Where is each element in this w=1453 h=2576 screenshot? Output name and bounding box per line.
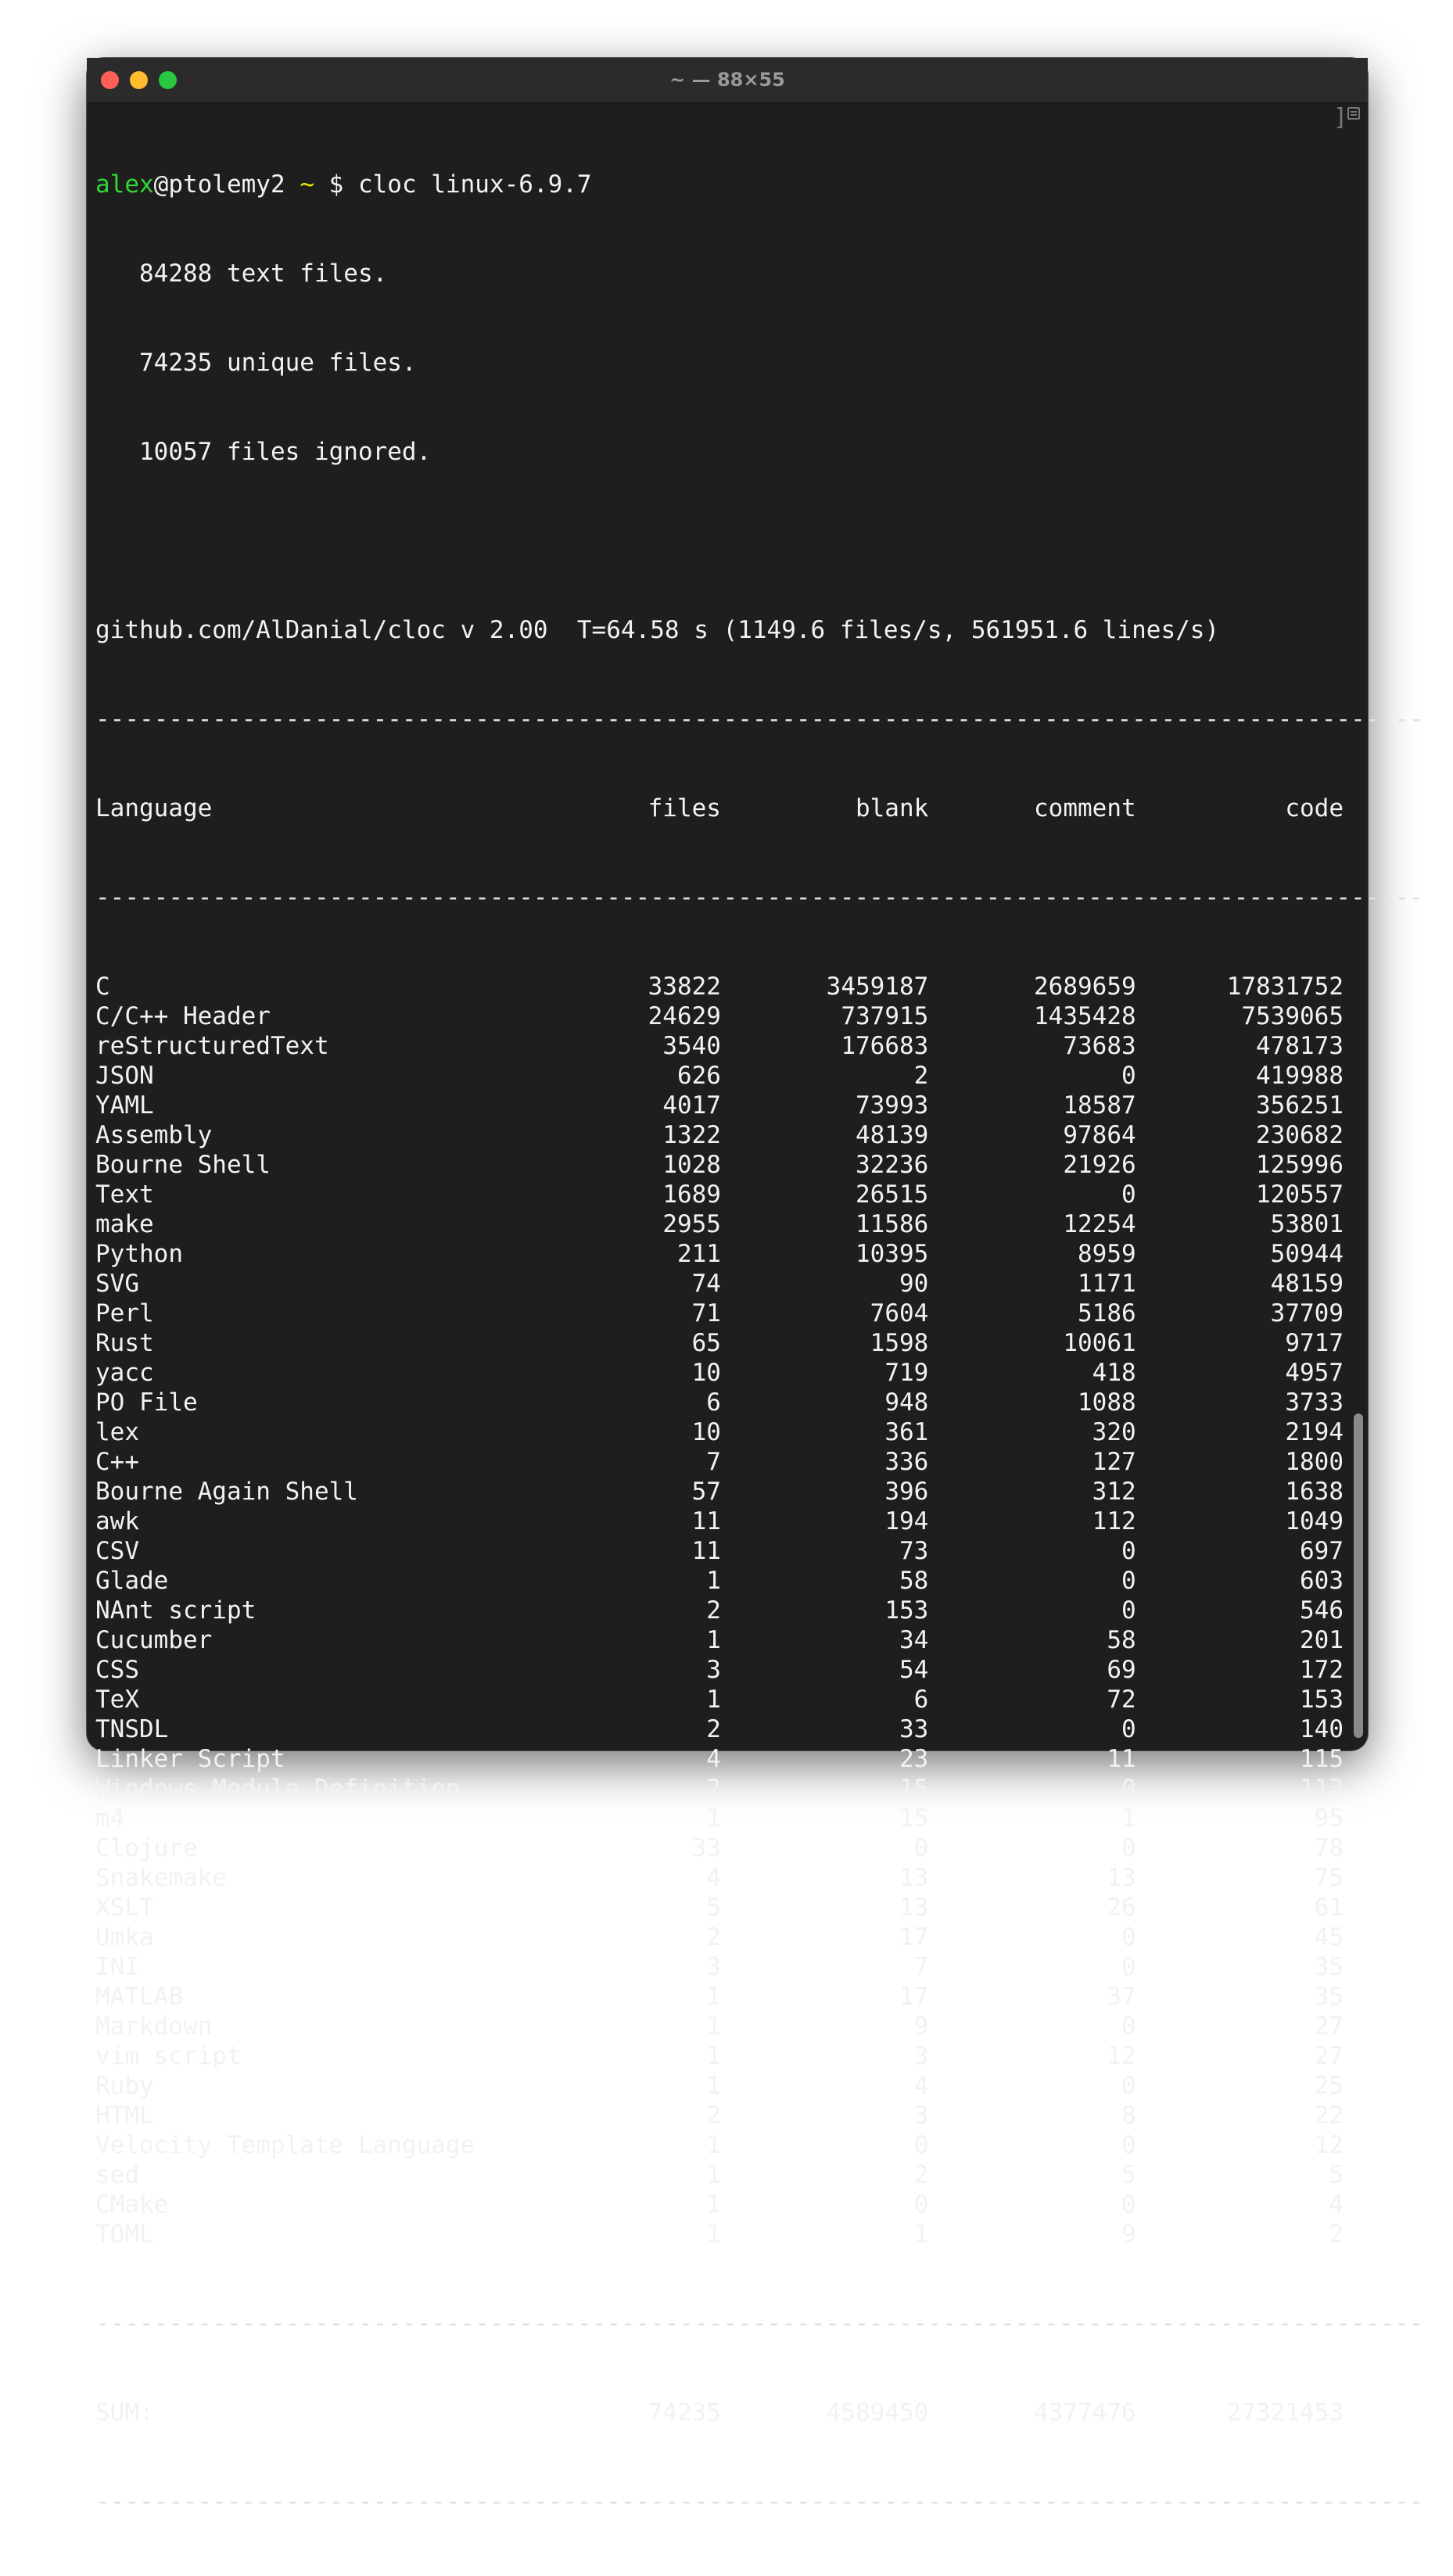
cell-comment: 1 <box>1121 1804 1136 1833</box>
cell-blank: 23 <box>899 1745 929 1773</box>
cell-comment: 26 <box>1107 1893 1136 1922</box>
cell-files: 6 <box>706 1388 721 1417</box>
cell-comment: 320 <box>1092 1418 1136 1446</box>
cell-files: 1 <box>706 2012 721 2040</box>
cell-files: 2 <box>706 1596 721 1625</box>
cell-code: 115 <box>1300 1745 1344 1773</box>
table-row <box>95 1091 1344 1120</box>
cell-language: Velocity Template Language <box>95 2131 475 2159</box>
column-header-blank: blank <box>855 794 929 822</box>
table-row <box>95 1269 1344 1299</box>
cell-files: 11 <box>691 1537 721 1565</box>
cell-code: 27 <box>1314 2042 1344 2070</box>
cell-language: XSLT <box>95 1893 154 1922</box>
cell-language: Umka <box>95 1923 154 1951</box>
cell-comment: 0 <box>1121 2012 1136 2040</box>
table-row <box>95 1625 1344 1655</box>
cell-blank: 948 <box>884 1388 929 1417</box>
cell-language: TeX <box>95 1686 139 1714</box>
cell-language: C <box>95 973 110 1001</box>
cell-code: 2194 <box>1285 1418 1344 1446</box>
cell-files: 4 <box>706 1745 721 1773</box>
sum-files: 74235 <box>648 2399 721 2427</box>
cell-blank: 9 <box>913 2012 929 2040</box>
cell-blank: 11586 <box>855 1210 929 1238</box>
cell-files: 33822 <box>648 973 721 1001</box>
cell-blank: 13 <box>899 1893 929 1922</box>
cell-blank: 1 <box>913 2220 929 2248</box>
cell-code: 201 <box>1300 1626 1344 1654</box>
cell-comment: 69 <box>1107 1656 1136 1684</box>
cell-files: 1 <box>706 1983 721 2011</box>
cell-language: Windows Module Definition <box>95 1775 461 1803</box>
cell-code: 120557 <box>1256 1181 1344 1209</box>
cell-code: 27 <box>1314 2012 1344 2040</box>
table-row <box>95 2160 1344 2190</box>
cell-files: 1689 <box>662 1181 721 1209</box>
table-row <box>95 1596 1344 1625</box>
window-title: ~ — 88×55 <box>669 69 785 91</box>
cell-code: 17831752 <box>1226 973 1344 1001</box>
cell-blank: 10395 <box>855 1240 929 1268</box>
prompt-line <box>95 170 1344 199</box>
cell-blank: 32236 <box>855 1151 929 1179</box>
cell-code: 75 <box>1314 1864 1344 1892</box>
sum-comment: 4377476 <box>1034 2399 1136 2427</box>
cell-comment: 2689659 <box>1034 973 1136 1001</box>
cell-blank: 194 <box>884 1507 929 1535</box>
table-row <box>95 1952 1344 1982</box>
cell-files: 71 <box>691 1299 721 1327</box>
cell-blank: 176683 <box>841 1032 929 1060</box>
table-row <box>95 1833 1344 1863</box>
cell-blank: 15 <box>899 1804 929 1833</box>
cell-blank: 48139 <box>855 1121 929 1149</box>
cell-files: 10 <box>691 1359 721 1387</box>
cell-files: 11 <box>691 1507 721 1535</box>
cell-files: 4017 <box>662 1091 721 1120</box>
cell-language: NAnt script <box>95 1596 257 1625</box>
cell-code: 22 <box>1314 2101 1344 2130</box>
cell-blank: 7 <box>913 1953 929 1981</box>
cell-files: 1028 <box>662 1151 721 1179</box>
bracket-marker-right: ] <box>1333 104 1347 131</box>
cell-language: Markdown <box>95 2012 213 2040</box>
cell-language: Assembly <box>95 1121 213 1149</box>
column-header-code: code <box>1285 794 1344 822</box>
table-row <box>95 1388 1344 1417</box>
cell-language: Ruby <box>95 2072 154 2100</box>
cell-language: CMake <box>95 2191 169 2219</box>
cell-files: 2 <box>706 2101 721 2130</box>
cell-language: SVG <box>95 1270 139 1298</box>
cell-comment: 0 <box>1121 1181 1136 1209</box>
cell-blank: 3 <box>913 2042 929 2070</box>
table-row <box>95 1299 1344 1328</box>
cell-language: reStructuredText <box>95 1032 329 1060</box>
cell-blank: 2 <box>913 1062 929 1090</box>
table-row <box>95 1447 1344 1477</box>
cell-comment: 8 <box>1121 2101 1136 2130</box>
prompt-command: $ cloc linux-6.9.7 <box>314 170 592 199</box>
cell-files: 2955 <box>662 1210 721 1238</box>
table-row <box>95 1893 1344 1922</box>
cell-blank: 90 <box>899 1270 929 1298</box>
cell-language: m4 <box>95 1804 125 1833</box>
cell-code: 419988 <box>1256 1062 1344 1090</box>
cell-comment: 0 <box>1121 1062 1136 1090</box>
cell-code: 4957 <box>1285 1359 1344 1387</box>
prompt-cwd: ~ <box>300 170 314 199</box>
cell-files: 10 <box>691 1418 721 1446</box>
vertical-scrollbar[interactable] <box>1354 1413 1363 1738</box>
cell-code: 37709 <box>1270 1299 1344 1327</box>
cell-blank: 17 <box>899 1923 929 1951</box>
cell-language: INI <box>95 1953 139 1981</box>
cell-blank: 396 <box>884 1478 929 1506</box>
cell-language: Snakemake <box>95 1864 227 1892</box>
cell-language: sed <box>95 2161 139 2189</box>
cell-files: 2 <box>706 1775 721 1803</box>
table-row <box>95 1536 1344 1566</box>
cell-blank: 33 <box>899 1715 929 1743</box>
cell-code: 50944 <box>1270 1240 1344 1268</box>
cell-files: 1 <box>706 2191 721 2219</box>
cell-code: 356251 <box>1256 1091 1344 1120</box>
cell-files: 65 <box>691 1329 721 1357</box>
table-row <box>95 1120 1344 1150</box>
cell-blank: 13 <box>899 1864 929 1892</box>
cell-code: 5 <box>1329 2161 1344 2189</box>
cloc-header-info: github.com/AlDanial/cloc v 2.00 T=64.58 s (1149.6 files/s, 561951.6 lines/s) <box>95 616 1220 644</box>
cell-files: 7 <box>706 1448 721 1476</box>
table-row <box>95 1863 1344 1893</box>
table-row <box>95 1507 1344 1536</box>
cell-code: 45 <box>1314 1923 1344 1951</box>
cell-comment: 12254 <box>1063 1210 1136 1238</box>
table-row <box>95 1001 1344 1031</box>
table-row <box>95 1982 1344 2012</box>
cell-blank: 34 <box>899 1626 929 1654</box>
cell-comment: 1171 <box>1078 1270 1136 1298</box>
cell-files: 1322 <box>662 1121 721 1149</box>
table-row <box>95 1031 1344 1061</box>
cell-blank: 54 <box>899 1656 929 1684</box>
table-row <box>95 1477 1344 1507</box>
cell-language: awk <box>95 1507 139 1535</box>
cell-files: 4 <box>706 1864 721 1892</box>
cell-comment: 5186 <box>1078 1299 1136 1327</box>
cell-blank: 26515 <box>855 1181 929 1209</box>
cell-blank: 737915 <box>841 1002 929 1030</box>
cell-code: 61 <box>1314 1893 1344 1922</box>
sum-code: 27321453 <box>1226 2399 1344 2427</box>
cell-files: 1 <box>706 1567 721 1595</box>
cell-files: 74 <box>691 1270 721 1298</box>
blank-line <box>95 526 1344 556</box>
sum-label: SUM: <box>95 2399 154 2427</box>
cell-code: 78 <box>1314 1834 1344 1862</box>
sum-blank: 4589450 <box>826 2399 929 2427</box>
table-row <box>95 1180 1344 1209</box>
cell-blank: 2 <box>913 2161 929 2189</box>
cell-language: Perl <box>95 1299 154 1327</box>
cell-code: 3733 <box>1285 1388 1344 1417</box>
cell-files: 1 <box>706 1804 721 1833</box>
cell-blank: 58 <box>899 1567 929 1595</box>
cell-language: CSS <box>95 1656 139 1684</box>
cell-files: 2 <box>706 1923 721 1951</box>
column-header-language: Language <box>95 794 213 822</box>
table-row <box>95 1685 1344 1714</box>
cell-comment: 11 <box>1107 1745 1136 1773</box>
terminal-view[interactable] <box>87 102 1424 2516</box>
cell-blank: 3 <box>913 2101 929 2130</box>
table-row <box>95 1209 1344 1239</box>
cell-code: 697 <box>1300 1537 1344 1565</box>
table-row <box>95 1417 1344 1447</box>
cell-code: 7539065 <box>1241 1002 1344 1030</box>
cell-language: Linker Script <box>95 1745 285 1773</box>
summary-line: 74235 unique files. <box>95 349 417 377</box>
table-row <box>95 972 1344 1001</box>
cell-language: Python <box>95 1240 183 1268</box>
cell-comment: 13 <box>1107 1864 1136 1892</box>
cell-files: 1 <box>706 2131 721 2159</box>
cell-language: MATLAB <box>95 1983 183 2011</box>
cell-code: 25 <box>1314 2072 1344 2100</box>
cell-comment: 0 <box>1121 1923 1136 1951</box>
cell-blank: 0 <box>913 2131 929 2159</box>
table-row <box>95 1566 1344 1596</box>
cell-language: vim script <box>95 2042 242 2070</box>
cell-comment: 0 <box>1121 2131 1136 2159</box>
cell-comment: 8959 <box>1078 1240 1136 1268</box>
cell-blank: 73993 <box>855 1091 929 1120</box>
cell-comment: 0 <box>1121 1715 1136 1743</box>
summary-line: 84288 text files. <box>95 260 388 288</box>
cell-comment: 0 <box>1121 1775 1136 1803</box>
cell-blank: 17 <box>899 1983 929 2011</box>
cell-files: 24629 <box>648 1002 721 1030</box>
cell-code: 48159 <box>1270 1270 1344 1298</box>
table-row <box>95 2012 1344 2041</box>
cell-comment: 72 <box>1107 1686 1136 1714</box>
table-row <box>95 1358 1344 1388</box>
cell-blank: 1598 <box>870 1329 929 1357</box>
terminal-output <box>95 110 1424 2576</box>
cell-language: TOML <box>95 2220 154 2248</box>
table-row <box>95 1922 1344 1952</box>
cell-files: 33 <box>691 1834 721 1862</box>
cell-files: 3 <box>706 1656 721 1684</box>
cell-files: 57 <box>691 1478 721 1506</box>
cell-code: 230682 <box>1256 1121 1344 1149</box>
cell-comment: 127 <box>1092 1448 1136 1476</box>
cell-comment: 418 <box>1092 1359 1136 1387</box>
cell-blank: 15 <box>899 1775 929 1803</box>
cell-code: 2 <box>1329 2220 1344 2248</box>
table-row <box>95 2041 1344 2071</box>
cell-language: Rust <box>95 1329 154 1357</box>
cell-code: 1638 <box>1285 1478 1344 1506</box>
cell-comment: 0 <box>1121 2072 1136 2100</box>
cell-code: 35 <box>1314 1983 1344 2011</box>
cell-language: JSON <box>95 1062 154 1090</box>
cell-blank: 6 <box>913 1686 929 1714</box>
cell-language: make <box>95 1210 154 1238</box>
cell-code: 53801 <box>1270 1210 1344 1238</box>
cell-comment: 37 <box>1107 1983 1136 2011</box>
cell-language: Cucumber <box>95 1626 213 1654</box>
cell-language: lex <box>95 1418 139 1446</box>
cell-code: 172 <box>1300 1656 1344 1684</box>
cell-language: C++ <box>95 1448 139 1476</box>
cell-language: Text <box>95 1181 154 1209</box>
cell-blank: 336 <box>884 1448 929 1476</box>
cell-language: C/C++ Header <box>95 1002 271 1030</box>
cell-blank: 4 <box>913 2072 929 2100</box>
cell-language: CSV <box>95 1537 139 1565</box>
cell-comment: 18587 <box>1063 1091 1136 1120</box>
cell-comment: 112 <box>1092 1507 1136 1535</box>
cell-blank: 3459187 <box>826 973 929 1001</box>
cell-code: 153 <box>1300 1686 1344 1714</box>
table-row <box>95 1150 1344 1180</box>
cell-blank: 361 <box>884 1418 929 1446</box>
cell-language: Bourne Again Shell <box>95 1478 358 1506</box>
cell-language: Bourne Shell <box>95 1151 271 1179</box>
cell-comment: 97864 <box>1063 1121 1136 1149</box>
cell-code: 478173 <box>1256 1032 1344 1060</box>
cell-blank: 7604 <box>870 1299 929 1327</box>
cell-comment: 0 <box>1121 2191 1136 2219</box>
separator-line: ------------------------------------------------------------------------------------------- <box>95 883 1424 912</box>
cell-files: 1 <box>706 2072 721 2100</box>
table-row <box>95 1239 1344 1269</box>
cell-files: 1 <box>706 1686 721 1714</box>
cell-code: 1049 <box>1285 1507 1344 1535</box>
cell-files: 211 <box>676 1240 721 1268</box>
scroll-marks-icon[interactable] <box>1347 107 1360 120</box>
table-header-row <box>95 794 1344 823</box>
cell-comment: 0 <box>1121 1567 1136 1595</box>
cell-code: 140 <box>1300 1715 1344 1743</box>
cell-files: 2 <box>706 1715 721 1743</box>
cell-files: 3540 <box>662 1032 721 1060</box>
cell-language: TNSDL <box>95 1715 169 1743</box>
cell-files: 3 <box>706 1953 721 1981</box>
prompt-host: @ptolemy2 <box>153 170 285 199</box>
cell-language: Clojure <box>95 1834 198 1862</box>
table-row <box>95 2130 1344 2160</box>
cell-blank: 153 <box>884 1596 929 1625</box>
cell-code: 4 <box>1329 2191 1344 2219</box>
cell-comment: 58 <box>1107 1626 1136 1654</box>
cell-code: 95 <box>1314 1804 1344 1833</box>
cell-files: 1 <box>706 2161 721 2189</box>
table-row <box>95 2101 1344 2130</box>
cell-files: 1 <box>706 1626 721 1654</box>
sum-row <box>95 2398 1344 2427</box>
cell-comment: 9 <box>1121 2220 1136 2248</box>
cell-comment: 0 <box>1121 1596 1136 1625</box>
cell-files: 1 <box>706 2042 721 2070</box>
cell-comment: 1435428 <box>1034 1002 1136 1030</box>
cell-language: yacc <box>95 1359 154 1387</box>
cell-blank: 0 <box>913 1834 929 1862</box>
table-row <box>95 1744 1344 1774</box>
cell-files: 626 <box>676 1062 721 1090</box>
column-header-files: files <box>648 794 721 822</box>
table-row <box>95 2220 1344 2249</box>
table-row <box>95 1328 1344 1358</box>
table-body <box>95 972 1344 2249</box>
separator-line: ------------------------------------------------------------------------------------------- <box>95 705 1424 733</box>
cell-code: 12 <box>1314 2131 1344 2159</box>
table-row <box>95 1714 1344 1744</box>
terminal-window <box>87 58 1424 2516</box>
cell-files: 1 <box>706 2220 721 2248</box>
cell-language: HTML <box>95 2101 154 2130</box>
cell-code: 9717 <box>1285 1329 1344 1357</box>
cell-blank: 73 <box>899 1537 929 1565</box>
cell-comment: 312 <box>1092 1478 1136 1506</box>
separator-line: ------------------------------------------------------------------------------------------- <box>95 2488 1424 2516</box>
cell-language: Glade <box>95 1567 169 1595</box>
cell-code: 546 <box>1300 1596 1344 1625</box>
table-row <box>95 1774 1344 1804</box>
table-row <box>95 2071 1344 2101</box>
cell-comment: 21926 <box>1063 1151 1136 1179</box>
cell-language: PO File <box>95 1388 198 1417</box>
prompt-user: alex <box>95 170 154 199</box>
cell-comment: 0 <box>1121 1537 1136 1565</box>
table-row <box>95 1804 1344 1833</box>
cell-blank: 719 <box>884 1359 929 1387</box>
cell-comment: 5 <box>1121 2161 1136 2189</box>
cell-code: 1800 <box>1285 1448 1344 1476</box>
summary-line: 10057 files ignored. <box>95 438 432 466</box>
cell-comment: 10061 <box>1063 1329 1136 1357</box>
title-bar <box>87 58 1368 103</box>
cell-comment: 73683 <box>1063 1032 1136 1060</box>
cell-code: 113 <box>1300 1775 1344 1803</box>
cell-comment: 12 <box>1107 2042 1136 2070</box>
separator-line: ------------------------------------------------------------------------------------------- <box>95 2309 1424 2338</box>
cell-comment: 0 <box>1121 1953 1136 1981</box>
cell-language: YAML <box>95 1091 154 1120</box>
cell-files: 5 <box>706 1893 721 1922</box>
cell-code: 603 <box>1300 1567 1344 1595</box>
cell-comment: 1088 <box>1078 1388 1136 1417</box>
table-row <box>95 2190 1344 2220</box>
table-row <box>95 1061 1344 1091</box>
column-header-comment: comment <box>1034 794 1136 822</box>
cell-code: 35 <box>1314 1953 1344 1981</box>
table-row <box>95 1655 1344 1685</box>
cell-code: 125996 <box>1256 1151 1344 1179</box>
cell-comment: 0 <box>1121 1834 1136 1862</box>
cell-blank: 0 <box>913 2191 929 2219</box>
